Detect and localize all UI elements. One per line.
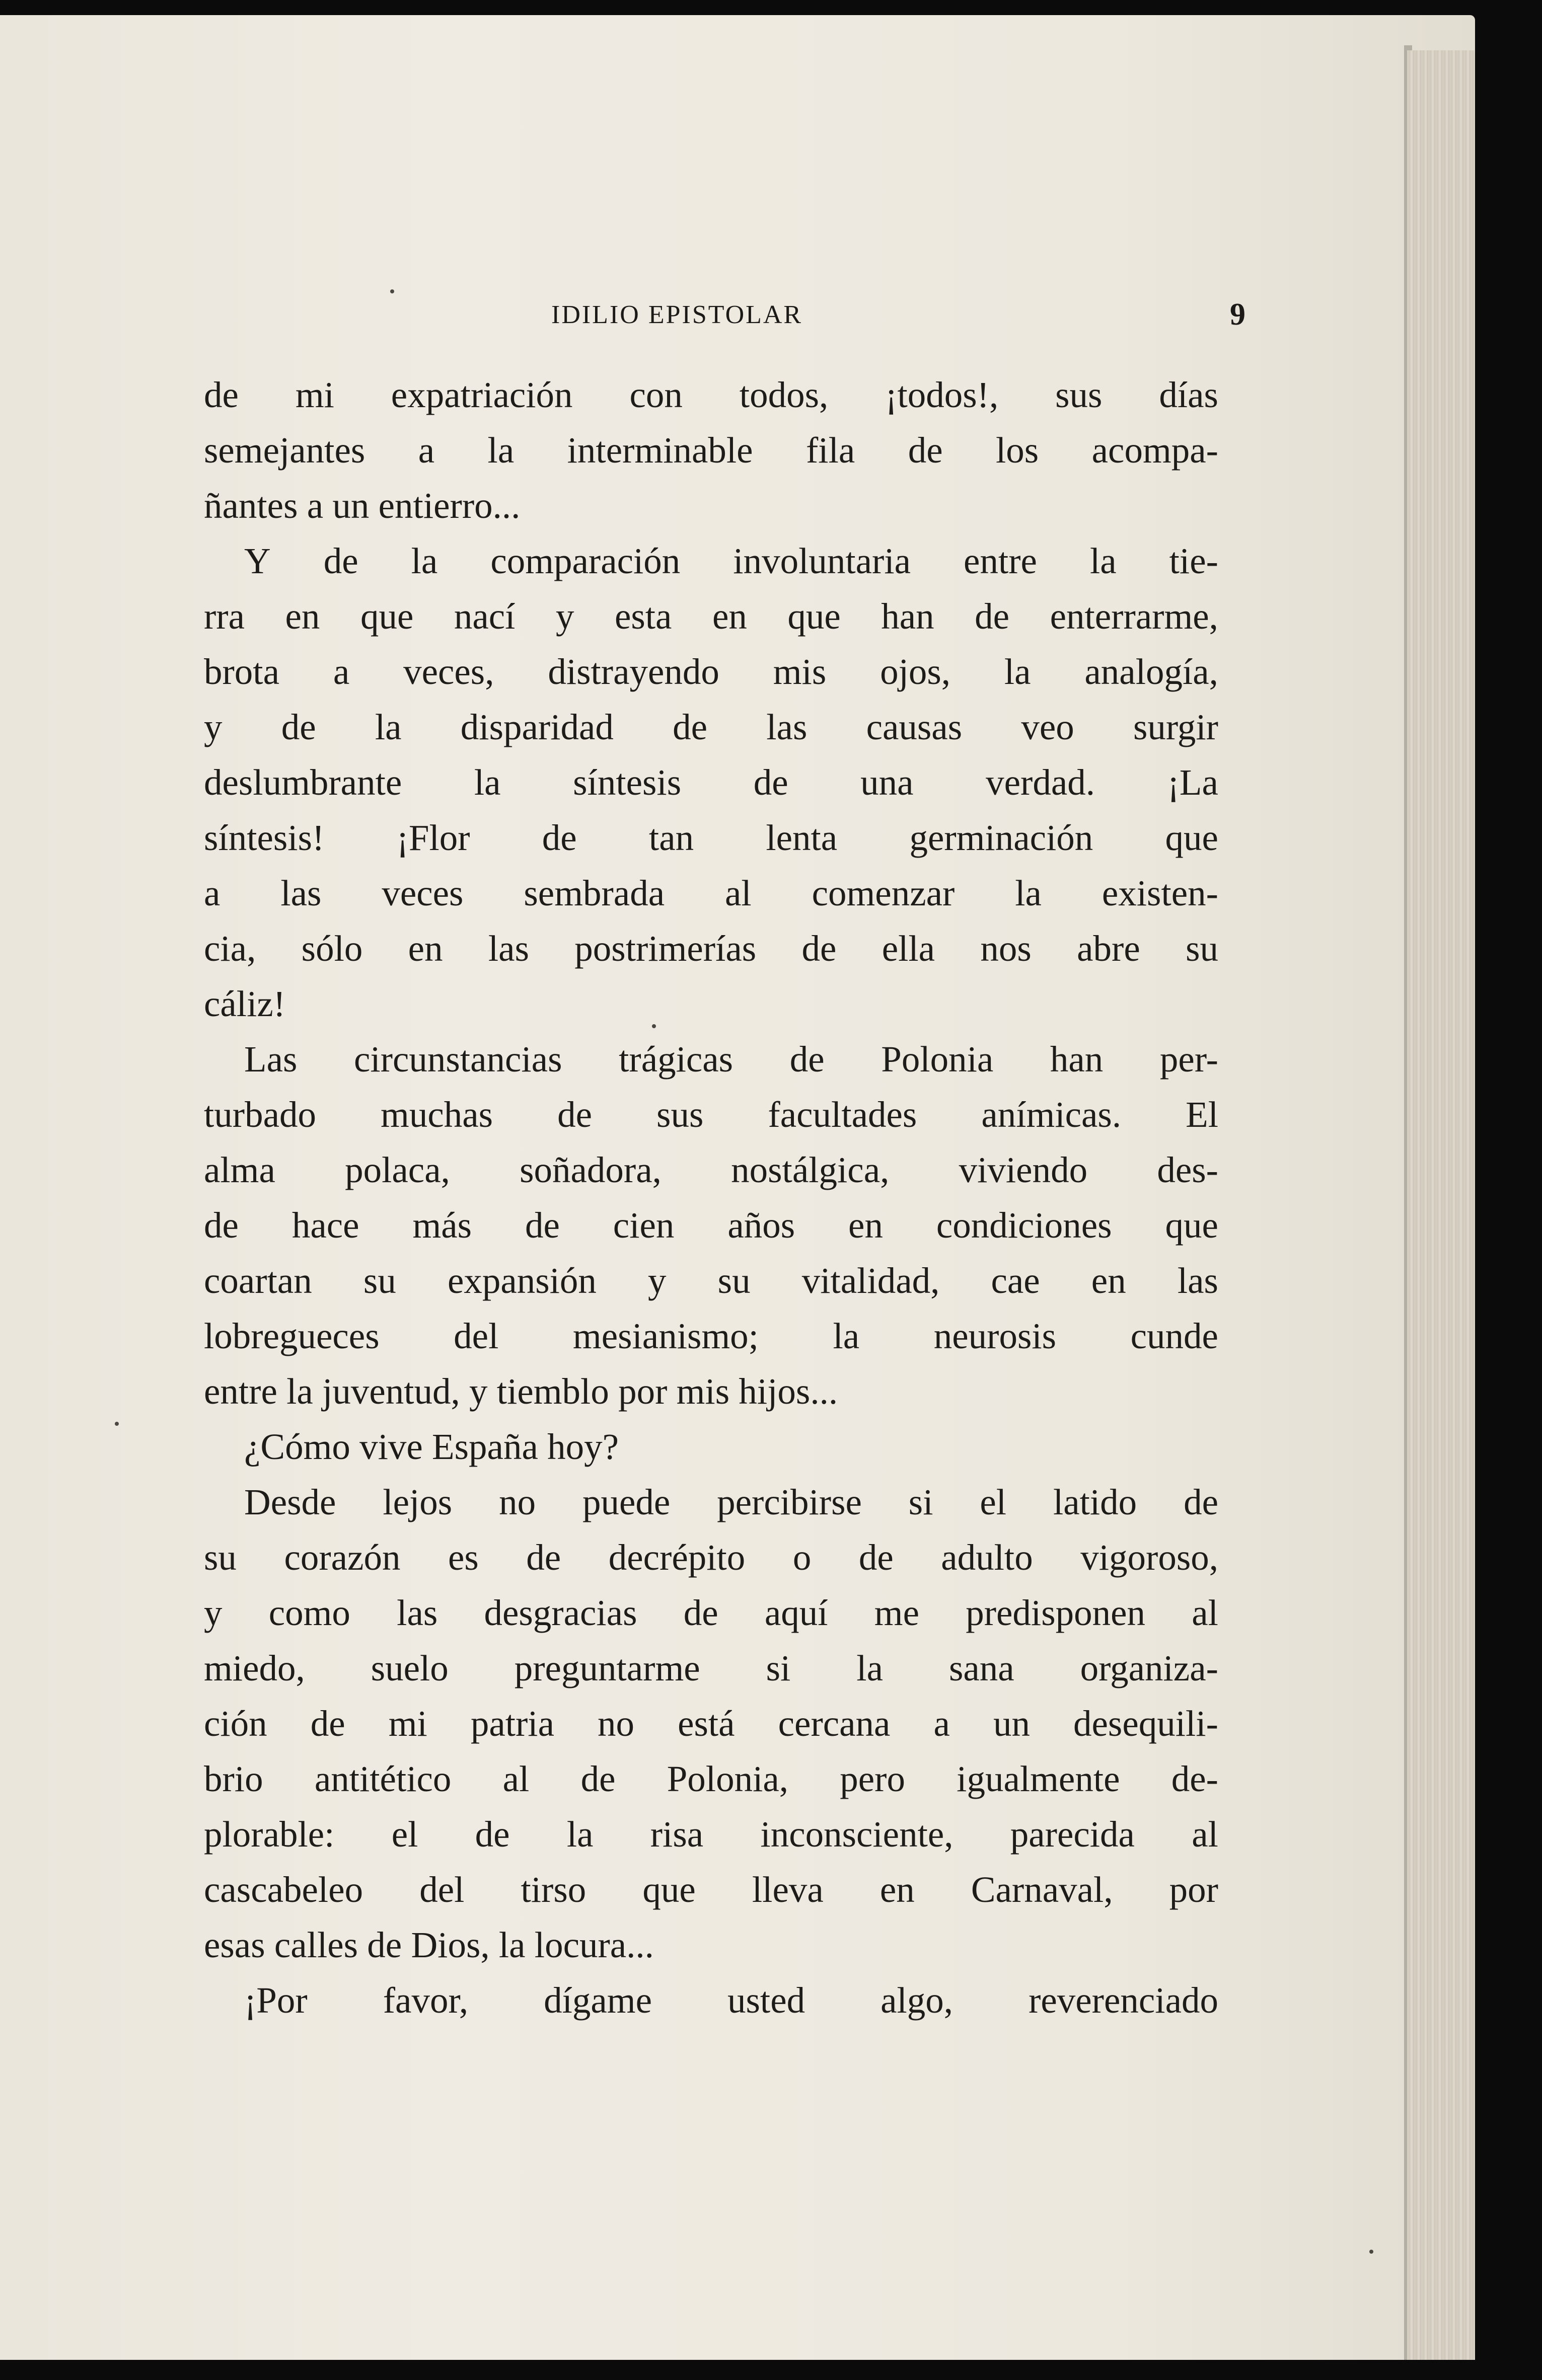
word: puede xyxy=(582,1482,671,1522)
word: ¡Flor xyxy=(396,817,470,858)
text-line xyxy=(204,1142,1218,1198)
word: todos, xyxy=(739,374,829,415)
text-line: entre la juventud, y tiemblo por mis hijos... xyxy=(204,1371,838,1412)
text-line xyxy=(204,1087,1218,1142)
word: es xyxy=(448,1537,479,1578)
word: entre xyxy=(964,541,1037,581)
word: expatriación xyxy=(391,374,573,415)
word: distrayendo xyxy=(548,651,719,692)
word: vigoroso, xyxy=(1080,1537,1218,1578)
text-line xyxy=(204,1807,1218,1862)
word: su xyxy=(717,1260,751,1301)
word: corazón xyxy=(284,1537,401,1578)
word: lleva xyxy=(752,1869,824,1910)
word: del xyxy=(454,1316,499,1356)
word: de xyxy=(801,928,837,969)
word: a xyxy=(204,873,221,913)
word: comparación xyxy=(490,541,681,581)
word: en xyxy=(408,928,443,969)
running-title: IDILIO EPISTOLAR xyxy=(551,300,803,329)
word: de xyxy=(204,374,239,415)
word: usted xyxy=(727,1980,805,2021)
word: nos xyxy=(980,928,1032,969)
word: a xyxy=(333,651,350,692)
word: de xyxy=(858,1537,894,1578)
word: preguntarme xyxy=(514,1648,700,1688)
word: del xyxy=(419,1869,465,1910)
word: surgir xyxy=(1133,707,1218,747)
word: de xyxy=(557,1094,592,1135)
word: hace xyxy=(291,1205,359,1246)
word: trágicas xyxy=(619,1039,733,1080)
word: nostálgica, xyxy=(731,1149,890,1190)
word: pero xyxy=(840,1758,905,1799)
text-line xyxy=(204,1696,1218,1751)
word: de xyxy=(542,817,577,858)
word: sus xyxy=(1055,374,1103,415)
word: en xyxy=(879,1869,915,1910)
word: de xyxy=(789,1039,825,1080)
word: decrépito xyxy=(608,1537,746,1578)
word: lenta xyxy=(766,817,838,858)
word: el xyxy=(391,1814,418,1855)
word: desgracias xyxy=(484,1592,637,1633)
word: la xyxy=(856,1648,883,1688)
word: interminable xyxy=(567,430,753,471)
word: facultades xyxy=(768,1094,917,1135)
word: polaca, xyxy=(345,1149,450,1190)
word: la xyxy=(487,430,515,471)
word: que xyxy=(1165,1205,1218,1246)
word: más xyxy=(412,1205,472,1246)
text-line: esas calles de Dios, la locura... xyxy=(204,1925,654,1965)
word: ¡todos!, xyxy=(885,374,999,415)
word: inconsciente, xyxy=(760,1814,953,1855)
word: Y xyxy=(244,541,271,581)
word: des- xyxy=(1157,1149,1218,1190)
word: verdad. xyxy=(986,762,1095,803)
word: adulto xyxy=(941,1537,1033,1578)
word: analogía, xyxy=(1084,651,1218,692)
text-line xyxy=(204,700,1218,755)
word: me xyxy=(874,1592,919,1633)
word: ¡La xyxy=(1167,762,1218,803)
word: Polonia, xyxy=(667,1758,789,1799)
word: a xyxy=(933,1703,950,1744)
text-line xyxy=(204,1973,1218,2028)
text-line xyxy=(204,1475,1218,1530)
text-line: cáliz! xyxy=(204,983,286,1024)
word: han xyxy=(881,596,934,637)
word: desequili- xyxy=(1073,1703,1218,1744)
text-line xyxy=(204,755,1218,810)
word: de xyxy=(281,707,316,747)
word: o xyxy=(792,1537,812,1578)
word: al xyxy=(725,873,752,913)
paper-speck xyxy=(1369,2250,1373,2254)
stacked-page-edges xyxy=(1407,50,1475,2380)
word: las xyxy=(488,928,529,969)
word: rra xyxy=(204,596,245,637)
paper-speck xyxy=(115,1422,119,1426)
word: cercana xyxy=(778,1703,891,1744)
word: acompa- xyxy=(1091,430,1218,471)
word: miedo, xyxy=(204,1648,305,1688)
text-line xyxy=(204,644,1218,700)
text-line xyxy=(204,367,1218,423)
word: organiza- xyxy=(1080,1648,1218,1688)
text-line xyxy=(204,921,1218,976)
word: ción xyxy=(204,1703,267,1744)
word: aquí xyxy=(764,1592,828,1633)
word: soñadora, xyxy=(520,1149,662,1190)
word: la xyxy=(474,762,501,803)
word: con xyxy=(629,374,683,415)
word: nací xyxy=(454,596,516,637)
word: de xyxy=(673,707,708,747)
word: como xyxy=(268,1592,350,1633)
word: está xyxy=(678,1703,735,1744)
running-header xyxy=(0,297,1245,337)
word: su xyxy=(204,1537,237,1578)
text-line xyxy=(204,866,1218,921)
word: y xyxy=(204,707,223,747)
word: lobregueces xyxy=(204,1316,380,1356)
word: de xyxy=(525,1205,560,1246)
word: antitético xyxy=(314,1758,452,1799)
word: ¡Por xyxy=(244,1980,308,2021)
word: vitalidad, xyxy=(801,1260,940,1301)
word: igualmente xyxy=(957,1758,1120,1799)
word: de xyxy=(204,1205,239,1246)
word: la xyxy=(1015,873,1042,913)
word: predisponen xyxy=(966,1592,1146,1633)
word: de xyxy=(1184,1482,1218,1522)
word: por xyxy=(1169,1869,1218,1910)
text-line xyxy=(204,1032,1218,1087)
word: en xyxy=(285,596,320,637)
word: tie- xyxy=(1169,541,1218,581)
word: El xyxy=(1186,1094,1218,1135)
word: risa xyxy=(650,1814,704,1855)
word: enterrarme, xyxy=(1050,596,1218,637)
word: percibirse xyxy=(717,1482,862,1522)
word: sembrada xyxy=(524,873,665,913)
word: no xyxy=(598,1703,635,1744)
word: reverenciado xyxy=(1029,1980,1218,2021)
word: las xyxy=(1177,1260,1218,1301)
word: deslumbrante xyxy=(204,762,402,803)
word: expansión xyxy=(447,1260,597,1301)
text-line xyxy=(204,1862,1218,1917)
scan-border xyxy=(0,2360,1542,2380)
word: cae xyxy=(991,1260,1040,1301)
word: de xyxy=(475,1814,510,1855)
text-line xyxy=(204,533,1218,589)
word: que xyxy=(642,1869,696,1910)
word: de xyxy=(908,430,943,471)
word: suelo xyxy=(371,1648,449,1688)
word: síntesis! xyxy=(204,817,325,858)
word: las xyxy=(766,707,807,747)
word: síntesis xyxy=(573,762,682,803)
text-line xyxy=(204,1641,1218,1696)
word: mi xyxy=(295,374,334,415)
word: si xyxy=(908,1482,933,1522)
word: coartan xyxy=(204,1260,312,1301)
word: que xyxy=(787,596,841,637)
word: viviendo xyxy=(959,1149,1088,1190)
word: de xyxy=(975,596,1010,637)
word: de xyxy=(753,762,788,803)
word: su xyxy=(1186,928,1218,969)
text-line: ¿Cómo vive España hoy? xyxy=(244,1426,619,1467)
text-line xyxy=(204,1198,1218,1253)
text-line xyxy=(204,589,1218,644)
text-line xyxy=(204,1309,1218,1364)
word: en xyxy=(1091,1260,1126,1301)
word: de xyxy=(526,1537,561,1578)
word: tan xyxy=(648,817,694,858)
word: no xyxy=(499,1482,536,1522)
word: y xyxy=(555,596,574,637)
text-line xyxy=(204,810,1218,866)
word: la xyxy=(566,1814,594,1855)
word: esta xyxy=(614,596,672,637)
word: tirso xyxy=(521,1869,586,1910)
word: disparidad xyxy=(460,707,614,747)
word: a xyxy=(418,430,435,471)
word: plorable: xyxy=(204,1814,335,1855)
page-number: 9 xyxy=(1230,297,1245,332)
word: cia, xyxy=(204,928,256,969)
word: ella xyxy=(882,928,935,969)
word: algo, xyxy=(880,1980,953,2021)
word: postrimerías xyxy=(574,928,757,969)
word: días xyxy=(1159,374,1218,415)
word: cunde xyxy=(1130,1316,1218,1356)
word: los xyxy=(996,430,1039,471)
paper-speck xyxy=(390,289,394,293)
word: en xyxy=(712,596,747,637)
word: de xyxy=(580,1758,616,1799)
word: mi xyxy=(388,1703,427,1744)
word: turbado xyxy=(204,1094,316,1135)
word: brio xyxy=(204,1758,263,1799)
word: circunstancias xyxy=(354,1039,562,1080)
word: si xyxy=(766,1648,791,1688)
word: años xyxy=(727,1205,795,1246)
word: de xyxy=(323,541,358,581)
word: causas xyxy=(866,707,963,747)
word: comenzar xyxy=(812,873,955,913)
word: la xyxy=(375,707,402,747)
text-line xyxy=(204,1530,1218,1585)
word: brota xyxy=(204,651,279,692)
word: abre xyxy=(1077,928,1140,969)
word: que xyxy=(360,596,414,637)
word: en xyxy=(848,1205,883,1246)
word: per- xyxy=(1159,1039,1218,1080)
word: veces xyxy=(382,873,464,913)
word: existen- xyxy=(1102,873,1218,913)
word: sana xyxy=(948,1648,1014,1688)
text-line xyxy=(204,1585,1218,1641)
word: veo xyxy=(1021,707,1074,747)
word: de xyxy=(310,1703,345,1744)
word: germinación xyxy=(909,817,1093,858)
word: la xyxy=(1089,541,1117,581)
word: dígame xyxy=(544,1980,652,2021)
word: neurosis xyxy=(933,1316,1057,1356)
word: su xyxy=(363,1260,396,1301)
word: favor, xyxy=(383,1980,469,2021)
word: al xyxy=(502,1758,530,1799)
word: veces, xyxy=(403,651,494,692)
word: Las xyxy=(244,1039,298,1080)
word: las xyxy=(397,1592,438,1633)
word: involuntaria xyxy=(733,541,911,581)
word: latido xyxy=(1053,1482,1137,1522)
word: las xyxy=(280,873,322,913)
word: sus xyxy=(656,1094,704,1135)
word: una xyxy=(860,762,914,803)
text-line xyxy=(204,1751,1218,1807)
word: un xyxy=(993,1703,1030,1744)
word: ojos, xyxy=(880,651,951,692)
word: muchas xyxy=(381,1094,493,1135)
word: patria xyxy=(470,1703,554,1744)
word: la xyxy=(411,541,438,581)
word: semejantes xyxy=(204,430,365,471)
paper-speck xyxy=(652,1024,656,1028)
word: la xyxy=(833,1316,860,1356)
word: de xyxy=(683,1592,718,1633)
word: al xyxy=(1192,1814,1218,1855)
word: mis xyxy=(773,651,827,692)
word: han xyxy=(1050,1039,1104,1080)
word: mesianismo; xyxy=(572,1316,759,1356)
word: fila xyxy=(805,430,855,471)
word: Polonia xyxy=(881,1039,994,1080)
word: anímicas. xyxy=(981,1094,1122,1135)
word: cascabeleo xyxy=(204,1869,363,1910)
word: al xyxy=(1192,1592,1218,1633)
word: condiciones xyxy=(936,1205,1112,1246)
text-line xyxy=(204,1253,1218,1309)
text-line xyxy=(204,423,1218,478)
body-text xyxy=(204,367,1218,2028)
word: lejos xyxy=(383,1482,453,1522)
word: y xyxy=(648,1260,667,1301)
word: alma xyxy=(204,1149,275,1190)
word: de- xyxy=(1171,1758,1218,1799)
word: parecida xyxy=(1010,1814,1135,1855)
word: Carnaval, xyxy=(971,1869,1113,1910)
text-line: ñantes a un entierro... xyxy=(204,485,521,526)
word: que xyxy=(1165,817,1218,858)
paper-page xyxy=(0,15,1475,2360)
word: la xyxy=(1004,651,1031,692)
word: y xyxy=(204,1592,223,1633)
word: el xyxy=(980,1482,1007,1522)
word: Desde xyxy=(244,1482,336,1522)
word: sólo xyxy=(301,928,363,969)
word: cien xyxy=(613,1205,675,1246)
